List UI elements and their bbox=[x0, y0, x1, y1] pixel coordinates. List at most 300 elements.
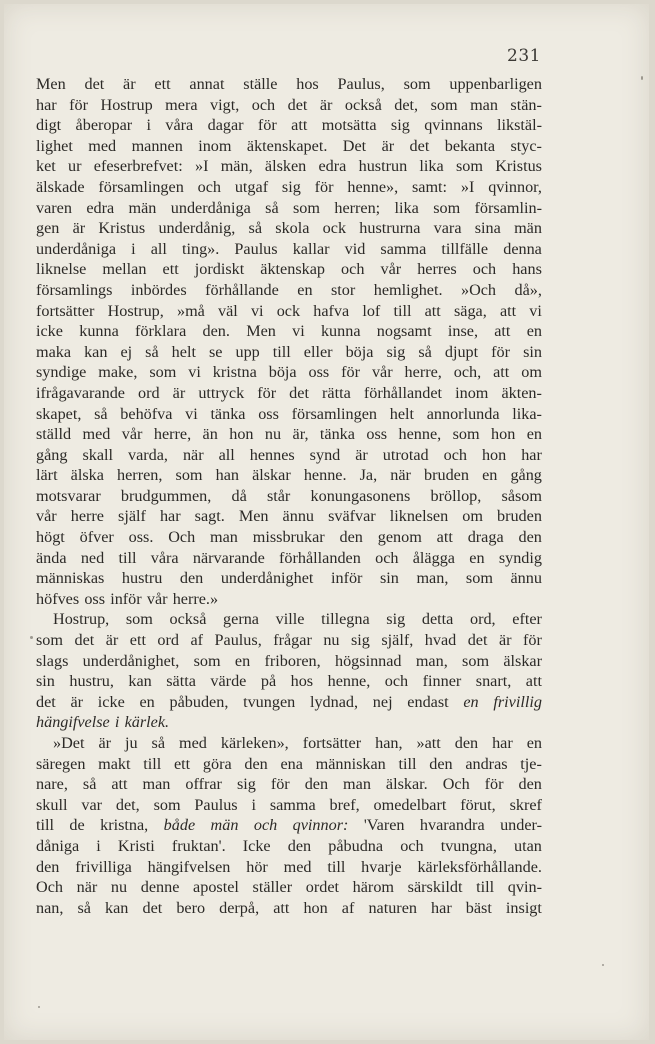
word: hustrurna bbox=[359, 219, 421, 238]
word: nare, bbox=[36, 775, 68, 794]
word: sagt. bbox=[194, 507, 225, 526]
word: om bbox=[462, 507, 483, 526]
word: är bbox=[72, 219, 86, 238]
word: apostel bbox=[193, 878, 239, 897]
word: ställd bbox=[36, 425, 72, 444]
word: att bbox=[111, 775, 128, 794]
text-line bbox=[36, 733, 542, 754]
word: att bbox=[436, 528, 453, 547]
word: som bbox=[452, 425, 480, 444]
word: inse, bbox=[447, 322, 478, 341]
word: som bbox=[36, 631, 63, 650]
word: härom bbox=[352, 878, 395, 897]
text-line bbox=[36, 115, 542, 136]
word: efter bbox=[512, 610, 542, 629]
word: djupt bbox=[444, 342, 479, 361]
word: förhållande bbox=[205, 280, 279, 299]
word: samt: bbox=[411, 177, 448, 196]
word: sina bbox=[474, 219, 501, 238]
word: bäst bbox=[465, 898, 492, 917]
word: böja bbox=[345, 342, 374, 361]
text-line bbox=[36, 712, 542, 733]
word: oss. bbox=[128, 528, 154, 547]
word: ej bbox=[120, 342, 133, 361]
word: gång bbox=[510, 466, 542, 485]
word: ett bbox=[162, 260, 179, 279]
word: nu bbox=[323, 631, 340, 650]
text-line bbox=[36, 857, 542, 878]
word: i bbox=[96, 836, 101, 855]
word: att bbox=[499, 301, 517, 320]
word: äktenskapet. bbox=[246, 136, 328, 155]
word: ställe bbox=[243, 75, 278, 93]
word: det bbox=[289, 383, 309, 402]
word: ett bbox=[154, 75, 171, 93]
word: vår bbox=[146, 589, 168, 608]
word: herre.» bbox=[172, 589, 219, 608]
word: inför bbox=[330, 569, 363, 588]
text-line bbox=[36, 609, 542, 630]
word: Men bbox=[246, 322, 276, 341]
word: tänka bbox=[210, 404, 246, 423]
word: den bbox=[429, 754, 453, 773]
word: oss bbox=[366, 425, 388, 444]
word: värde bbox=[210, 672, 247, 691]
word: hennes bbox=[249, 445, 295, 464]
word: man bbox=[142, 775, 171, 794]
word: hos bbox=[290, 672, 314, 691]
word: själf bbox=[118, 507, 146, 526]
text-line bbox=[36, 321, 542, 342]
word: dåniga bbox=[36, 836, 80, 855]
word: älska bbox=[70, 466, 104, 485]
word: se bbox=[208, 342, 223, 361]
word: herre, bbox=[153, 425, 192, 444]
word: är bbox=[123, 75, 136, 93]
word: och bbox=[253, 816, 278, 835]
word: Icke bbox=[242, 836, 271, 855]
word: Kristus bbox=[98, 219, 146, 238]
text-line bbox=[36, 198, 542, 219]
word: hon bbox=[491, 425, 516, 444]
word: det bbox=[142, 898, 163, 917]
word: bruden bbox=[424, 466, 469, 485]
word: sig bbox=[350, 631, 370, 650]
word: syndige bbox=[36, 363, 87, 382]
word: likstäl- bbox=[497, 116, 542, 135]
word: oss bbox=[258, 404, 279, 423]
word: qvinnor, bbox=[488, 177, 542, 196]
word: Det bbox=[342, 136, 367, 155]
word: själf, bbox=[381, 631, 414, 650]
word: man bbox=[343, 775, 371, 794]
word: oss bbox=[84, 589, 106, 608]
word: utgaf bbox=[234, 177, 269, 196]
word: älsken bbox=[264, 157, 307, 176]
word: vår bbox=[371, 363, 393, 382]
word: »må bbox=[176, 301, 205, 320]
word: herre bbox=[70, 507, 104, 526]
word: tillfälle bbox=[441, 239, 489, 258]
word: äktenskap bbox=[260, 260, 325, 279]
word: är bbox=[105, 631, 119, 650]
word: ålägga bbox=[412, 548, 455, 567]
word: kärlek. bbox=[124, 713, 170, 732]
word: sväfvar bbox=[328, 507, 376, 526]
word: ting». bbox=[181, 239, 220, 258]
word: vår bbox=[36, 507, 57, 526]
word: af bbox=[341, 898, 355, 917]
word: så bbox=[248, 219, 263, 238]
word: förut, bbox=[460, 795, 496, 814]
word: man, bbox=[416, 569, 449, 588]
word: för bbox=[257, 116, 277, 135]
word: liknelse bbox=[36, 260, 87, 279]
word: för bbox=[69, 95, 89, 114]
word: bekanta bbox=[444, 136, 496, 155]
word: Hostrup, bbox=[107, 301, 164, 320]
word: kunna bbox=[79, 322, 119, 341]
paper-speck bbox=[602, 964, 604, 966]
word: så bbox=[82, 775, 97, 794]
word: som bbox=[462, 651, 490, 670]
word: hemlighet. bbox=[373, 280, 443, 299]
word: till bbox=[393, 301, 412, 320]
word: kärleksförhållande. bbox=[417, 857, 542, 876]
word: skapet, bbox=[36, 404, 82, 423]
text-line bbox=[36, 589, 542, 610]
word: tje- bbox=[520, 754, 542, 773]
word: till bbox=[476, 878, 495, 897]
word: som bbox=[193, 651, 221, 670]
word: frågar bbox=[273, 631, 312, 650]
word: edra bbox=[318, 157, 347, 176]
paper-speck bbox=[30, 636, 33, 639]
word: har bbox=[521, 445, 542, 464]
word: henne. bbox=[303, 466, 347, 485]
text-line bbox=[36, 651, 542, 672]
word: män bbox=[128, 198, 157, 217]
word: gen bbox=[36, 219, 60, 238]
word: med bbox=[179, 734, 207, 752]
word: som bbox=[433, 198, 461, 217]
word: bröllop, bbox=[430, 486, 482, 505]
word: när bbox=[390, 466, 411, 485]
word: är bbox=[70, 692, 84, 711]
word: när bbox=[182, 445, 204, 464]
word: den bbox=[518, 528, 542, 547]
word: ur bbox=[68, 157, 82, 176]
word: för bbox=[314, 177, 334, 196]
text-line bbox=[36, 506, 542, 527]
word: och bbox=[384, 672, 409, 691]
word: mera bbox=[165, 95, 198, 114]
word: högt bbox=[36, 528, 65, 547]
word: draga bbox=[467, 528, 504, 547]
word: än bbox=[202, 425, 218, 444]
word: till bbox=[327, 857, 346, 876]
word: så bbox=[145, 342, 159, 361]
word: ord bbox=[138, 383, 160, 402]
word: henne», bbox=[347, 177, 399, 196]
word: Och bbox=[36, 878, 63, 897]
word: andras bbox=[465, 754, 508, 773]
word: under- bbox=[500, 816, 542, 835]
word: ifrågavarande bbox=[36, 383, 125, 402]
word: och bbox=[400, 836, 424, 855]
text-line bbox=[36, 218, 542, 239]
word: sig bbox=[281, 177, 301, 196]
page-number: 231 bbox=[507, 46, 541, 66]
word: Paulus, bbox=[337, 75, 385, 93]
word: öfver bbox=[79, 528, 114, 547]
word: Kristi bbox=[117, 836, 155, 855]
word: det bbox=[467, 631, 488, 650]
word: en bbox=[469, 548, 485, 567]
word: tänka bbox=[319, 425, 355, 444]
word: för bbox=[270, 775, 290, 794]
word: säga, bbox=[453, 301, 487, 320]
word: man bbox=[470, 95, 498, 114]
word: så bbox=[265, 198, 279, 217]
word: tvungen bbox=[243, 692, 296, 711]
word: en bbox=[234, 651, 251, 670]
word: derpå, bbox=[219, 898, 260, 917]
paper-speck bbox=[38, 1006, 40, 1008]
word: Ja, bbox=[359, 466, 378, 485]
word: skref bbox=[509, 795, 542, 814]
word: stän- bbox=[510, 95, 542, 114]
word: höfves bbox=[36, 589, 80, 608]
word: den bbox=[339, 528, 363, 547]
word: han, bbox=[375, 734, 403, 752]
word: maka bbox=[36, 342, 72, 361]
word: bero bbox=[176, 898, 206, 917]
word: ord bbox=[157, 631, 179, 650]
word: hustru bbox=[121, 569, 163, 588]
word: lika bbox=[394, 198, 419, 217]
word: hvarje bbox=[361, 857, 402, 876]
word: sin bbox=[380, 569, 399, 588]
word: särskildt bbox=[407, 878, 463, 897]
word: ned bbox=[80, 548, 105, 567]
word: friboren, bbox=[264, 651, 321, 670]
word: underdåniga bbox=[170, 198, 251, 217]
word: det bbox=[74, 631, 95, 650]
word: hängifvelsen bbox=[147, 857, 231, 876]
word: skall bbox=[82, 445, 114, 464]
word: vi bbox=[250, 301, 264, 320]
word: vi bbox=[292, 322, 305, 341]
text-line bbox=[36, 527, 542, 548]
word: det bbox=[36, 692, 56, 711]
word: helt bbox=[171, 342, 196, 361]
word: ena bbox=[280, 754, 303, 773]
word: make, bbox=[98, 363, 138, 382]
word: synd bbox=[309, 445, 341, 464]
word: henne, bbox=[327, 672, 371, 691]
word: finner bbox=[422, 672, 462, 691]
word: kristna bbox=[212, 363, 257, 382]
word: så bbox=[94, 404, 108, 423]
word: sig bbox=[390, 116, 410, 135]
word: förhållandet bbox=[363, 383, 443, 402]
word: ställer bbox=[252, 878, 293, 897]
word: Paulus, bbox=[214, 631, 262, 650]
word: en bbox=[526, 425, 542, 444]
word: hvad bbox=[424, 631, 457, 650]
word: jordiskt bbox=[194, 260, 245, 279]
word: brudgummen, bbox=[120, 486, 212, 505]
text-line bbox=[36, 630, 542, 651]
word: detta bbox=[421, 610, 454, 629]
word: motsätta bbox=[321, 116, 377, 135]
word: rätta bbox=[322, 383, 351, 402]
word: tillegna bbox=[321, 610, 370, 629]
word: som bbox=[175, 466, 203, 485]
word: denna bbox=[503, 239, 542, 258]
word: i bbox=[114, 713, 120, 732]
word: att bbox=[493, 363, 510, 382]
word: Hostrup bbox=[100, 95, 153, 114]
word: slags bbox=[36, 651, 69, 670]
word: upp bbox=[235, 342, 260, 361]
word: sig bbox=[236, 775, 256, 794]
word: högsinnad bbox=[334, 651, 402, 670]
text-line bbox=[36, 280, 542, 301]
word: så bbox=[77, 898, 91, 917]
word: dagar bbox=[207, 116, 244, 135]
word: är bbox=[355, 445, 368, 464]
word: edra bbox=[86, 198, 115, 217]
word: lika- bbox=[512, 404, 542, 423]
word: den bbox=[244, 754, 268, 773]
text-line bbox=[36, 445, 542, 466]
word: den bbox=[287, 836, 312, 855]
word: och bbox=[375, 548, 399, 567]
word: gång bbox=[36, 445, 68, 464]
word: som bbox=[430, 95, 458, 114]
word: och, bbox=[453, 363, 482, 382]
word: i bbox=[131, 239, 136, 258]
text-line bbox=[36, 548, 542, 569]
word: »I bbox=[460, 177, 475, 196]
word: har bbox=[36, 95, 57, 114]
word: vi bbox=[188, 363, 201, 382]
word: nogsamt bbox=[376, 322, 432, 341]
word: kan bbox=[84, 342, 108, 361]
word: syndig bbox=[498, 548, 542, 567]
word: Men bbox=[238, 507, 269, 526]
word: sin bbox=[523, 342, 542, 361]
word: för bbox=[341, 363, 361, 382]
word: hon bbox=[303, 898, 328, 917]
word: kan bbox=[128, 672, 152, 691]
word: vår bbox=[380, 260, 402, 279]
word: lof bbox=[362, 301, 381, 320]
word: qvinnor: bbox=[292, 816, 349, 835]
word: den bbox=[518, 775, 542, 794]
text-line bbox=[36, 404, 542, 425]
word: nan, bbox=[36, 898, 64, 917]
word: gerna bbox=[223, 610, 259, 629]
word: kan bbox=[105, 898, 129, 917]
word: 'Varen bbox=[363, 816, 405, 835]
body-text bbox=[36, 74, 542, 918]
word: qvinnans bbox=[424, 116, 483, 135]
text-line bbox=[36, 259, 542, 280]
word: uttryck bbox=[198, 383, 245, 402]
word: hafva bbox=[313, 301, 350, 320]
word: älskar bbox=[252, 466, 291, 485]
word: utrotad bbox=[382, 445, 429, 464]
word: att bbox=[424, 301, 441, 320]
word: församlin- bbox=[474, 198, 542, 217]
word: behöfva bbox=[120, 404, 173, 423]
text-line bbox=[36, 754, 542, 775]
text-line bbox=[36, 383, 542, 404]
word: underdånighet bbox=[220, 569, 314, 588]
word: som bbox=[465, 569, 493, 588]
word: när bbox=[76, 878, 98, 897]
word: kristna, bbox=[100, 816, 149, 835]
word: af bbox=[190, 631, 204, 650]
word: mellan bbox=[102, 260, 147, 279]
word: »I bbox=[194, 157, 209, 176]
word: Paulus bbox=[234, 239, 278, 258]
word: endast bbox=[407, 692, 449, 711]
word: har bbox=[492, 734, 513, 752]
word: underdånighet, bbox=[82, 651, 180, 670]
word: en bbox=[463, 692, 479, 711]
word: genom bbox=[377, 528, 422, 547]
word: till bbox=[143, 754, 162, 773]
word: tvungna, bbox=[440, 836, 497, 855]
word: kunna bbox=[320, 322, 361, 341]
word: vi bbox=[529, 301, 542, 320]
word: vid bbox=[344, 239, 366, 258]
word: att bbox=[525, 672, 542, 691]
text-line bbox=[36, 424, 542, 445]
word: Paulus bbox=[194, 795, 238, 814]
word: lighet bbox=[36, 136, 73, 155]
word: till bbox=[398, 754, 417, 773]
word: qvin- bbox=[507, 878, 542, 897]
word: påbudna bbox=[328, 836, 384, 855]
word: lydnad, bbox=[309, 692, 359, 711]
word: hon bbox=[481, 445, 507, 464]
word: frivilliga bbox=[75, 857, 132, 876]
word: har bbox=[159, 507, 181, 526]
text-line bbox=[36, 342, 542, 363]
word: helt bbox=[389, 404, 415, 423]
word: är bbox=[381, 136, 395, 155]
word: hustrun bbox=[358, 157, 408, 176]
word: är bbox=[498, 631, 512, 650]
word: det bbox=[287, 95, 308, 114]
word: med bbox=[283, 857, 312, 876]
word: annat bbox=[189, 75, 225, 93]
word: en bbox=[482, 466, 498, 485]
word: oss bbox=[308, 363, 330, 382]
word: utan bbox=[514, 836, 542, 855]
word: annorlunda bbox=[426, 404, 500, 423]
word: vigt, bbox=[210, 95, 240, 114]
word: till bbox=[36, 816, 54, 835]
text-line bbox=[36, 692, 542, 713]
word: ville bbox=[275, 610, 305, 629]
word: snart, bbox=[475, 672, 512, 691]
